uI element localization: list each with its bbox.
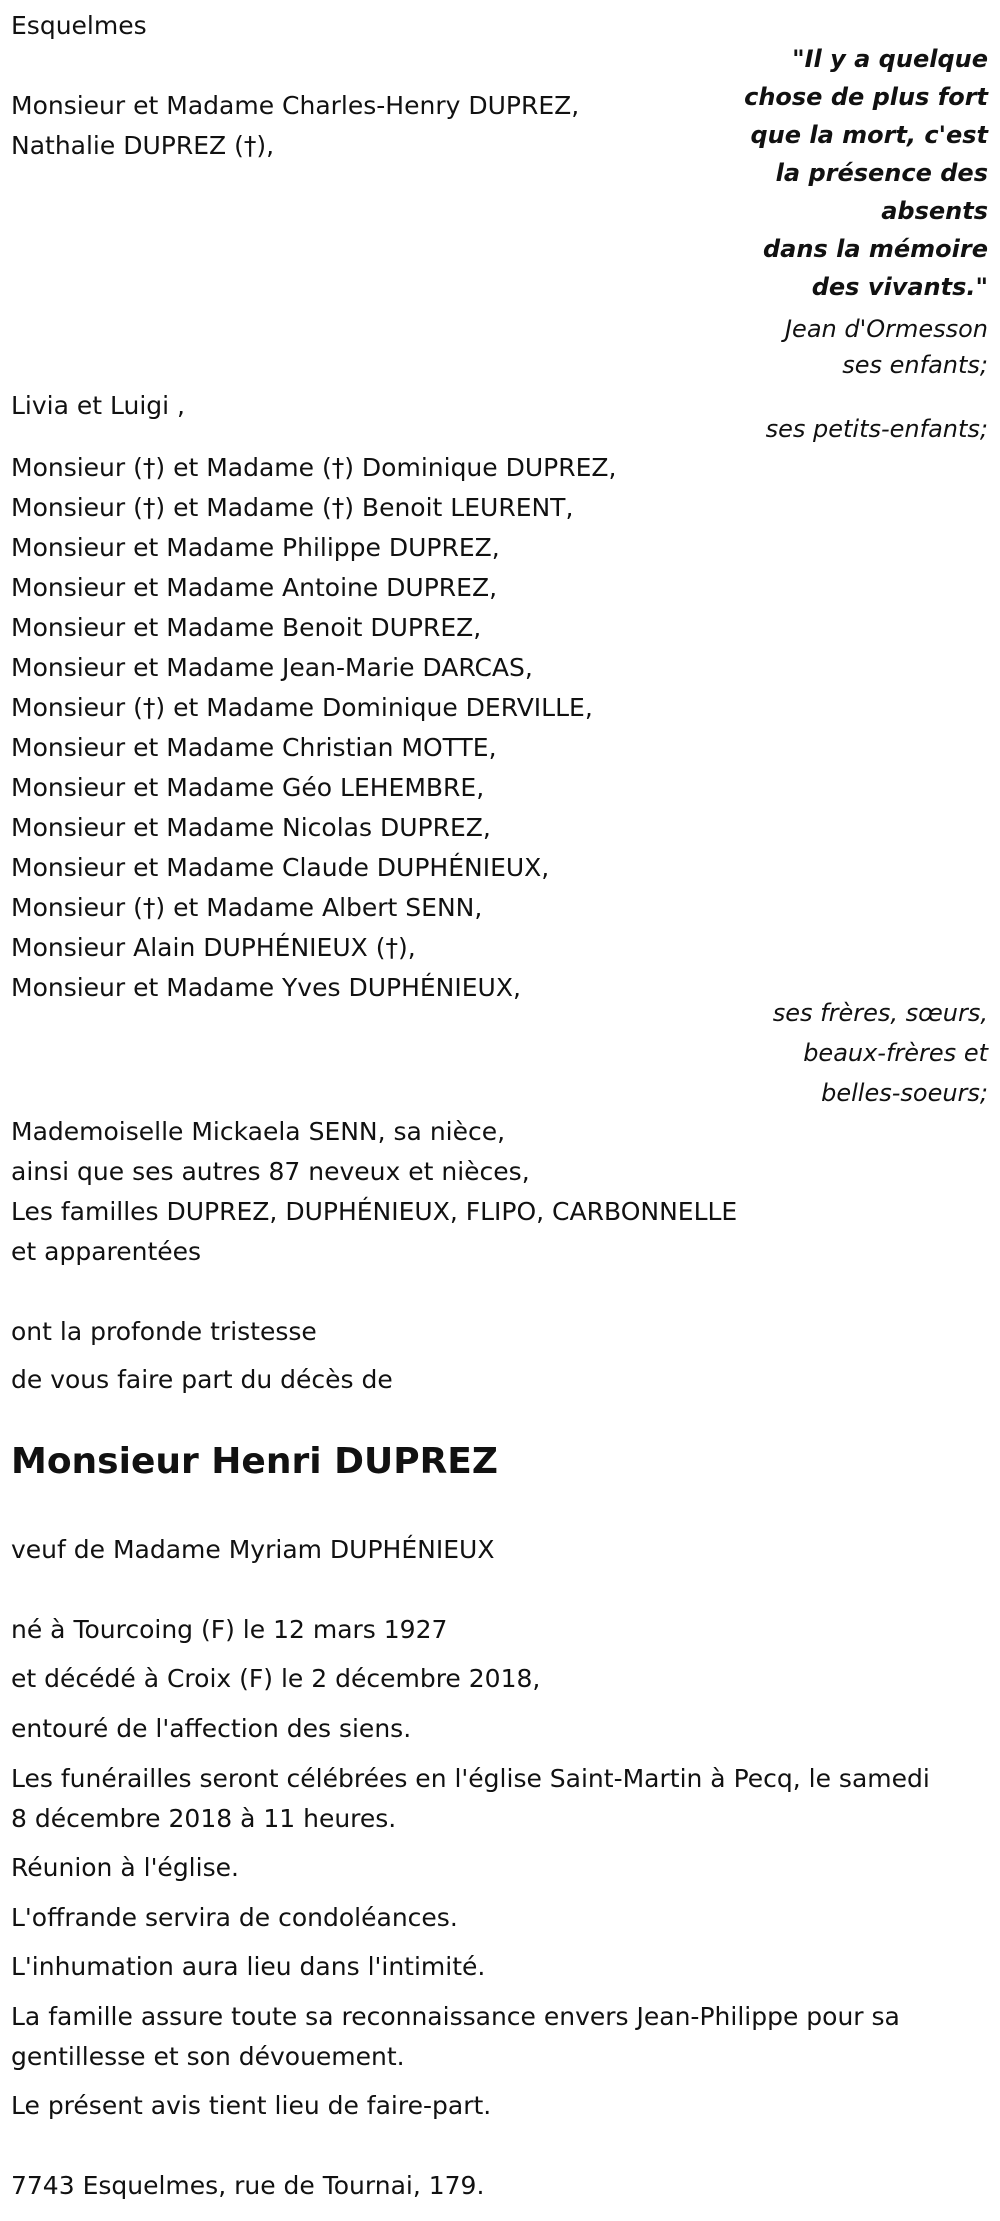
siblings-role: belles-soeurs; <box>821 1079 988 1107</box>
funeral-line: Les funérailles seront célébrées en l'église Saint-Martin à Pecq, le samedi <box>11 1764 930 1793</box>
sibling-name: Monsieur Alain DUPHÉNIEUX (†), <box>11 933 416 962</box>
sibling-name: Monsieur et Madame Géo LEHEMBRE, <box>11 773 485 802</box>
quote-line: que la mort, c'est <box>750 121 988 149</box>
sibling-name: Monsieur (†) et Madame Albert SENN, <box>11 893 483 922</box>
offering-text: L'offrande servira de condoléances. <box>11 1903 458 1932</box>
children-role: ses enfants; <box>842 351 988 379</box>
grandchildren-names: Livia et Luigi , <box>11 391 185 420</box>
funeral-line: 8 décembre 2018 à 11 heures. <box>11 1804 397 1833</box>
burial-text: L'inhumation aura lieu dans l'intimité. <box>11 1952 486 1981</box>
quote-author: Jean d'Ormesson <box>784 315 988 343</box>
thanks-line: La famille assure toute sa reconnaissance envers Jean-Philippe pour sa <box>11 2002 900 2031</box>
death-info: et décédé à Croix (F) le 2 décembre 2018, <box>11 1664 541 1693</box>
others-line: Les familles DUPREZ, DUPHÉNIEUX, FLIPO, CARBONNELLE <box>11 1197 738 1226</box>
sibling-name: Monsieur et Madame Jean-Marie DARCAS, <box>11 653 533 682</box>
sibling-name: Monsieur et Madame Yves DUPHÉNIEUX, <box>11 973 521 1002</box>
sibling-name: Monsieur et Madame Benoit DUPREZ, <box>11 613 482 642</box>
announcement-line: de vous faire part du décès de <box>11 1365 393 1394</box>
quote-line: dans la mémoire <box>763 235 988 263</box>
announcement-line: ont la profonde tristesse <box>11 1317 317 1346</box>
child-name: Monsieur et Madame Charles-Henry DUPREZ, <box>11 91 580 120</box>
sibling-name: Monsieur et Madame Christian MOTTE, <box>11 733 497 762</box>
thanks-line: gentillesse et son dévouement. <box>11 2042 405 2071</box>
sibling-name: Monsieur et Madame Philippe DUPREZ, <box>11 533 500 562</box>
widower-of: veuf de Madame Myriam DUPHÉNIEUX <box>11 1535 495 1564</box>
quote-line: la présence des <box>775 159 988 187</box>
sibling-name: Monsieur (†) et Madame (†) Benoit LEURENT, <box>11 493 574 522</box>
surrounded-text: entouré de l'affection des siens. <box>11 1714 412 1743</box>
quote-line: chose de plus fort <box>744 83 988 111</box>
sibling-name: Monsieur et Madame Claude DUPHÉNIEUX, <box>11 853 550 882</box>
sibling-name: Monsieur (†) et Madame Dominique DERVILLE, <box>11 693 593 722</box>
deceased-name: Monsieur Henri DUPREZ <box>11 1441 499 1482</box>
quote-line: des vivants." <box>811 273 988 301</box>
child-name: Nathalie DUPREZ (†), <box>11 131 275 160</box>
address: 7743 Esquelmes, rue de Tournai, 179. <box>11 2171 485 2200</box>
others-line: et apparentées <box>11 1237 202 1266</box>
quote-line: "Il y a quelque <box>792 45 988 73</box>
sibling-name: Monsieur et Madame Antoine DUPREZ, <box>11 573 498 602</box>
place-name: Esquelmes <box>11 11 147 40</box>
quote-line: absents <box>881 197 988 225</box>
siblings-role: ses frères, sœurs, <box>772 999 988 1027</box>
sibling-name: Monsieur et Madame Nicolas DUPREZ, <box>11 813 491 842</box>
birth-info: né à Tourcoing (F) le 12 mars 1927 <box>11 1615 448 1644</box>
notice-text: Le présent avis tient lieu de faire-part. <box>11 2091 492 2120</box>
others-line: ainsi que ses autres 87 neveux et nièces, <box>11 1157 530 1186</box>
sibling-name: Monsieur (†) et Madame (†) Dominique DUPREZ, <box>11 453 617 482</box>
others-line: Mademoiselle Mickaela SENN, sa nièce, <box>11 1117 506 1146</box>
meeting-text: Réunion à l'église. <box>11 1853 239 1882</box>
siblings-role: beaux-frères et <box>803 1039 988 1067</box>
grandchildren-role: ses petits-enfants; <box>765 415 988 443</box>
